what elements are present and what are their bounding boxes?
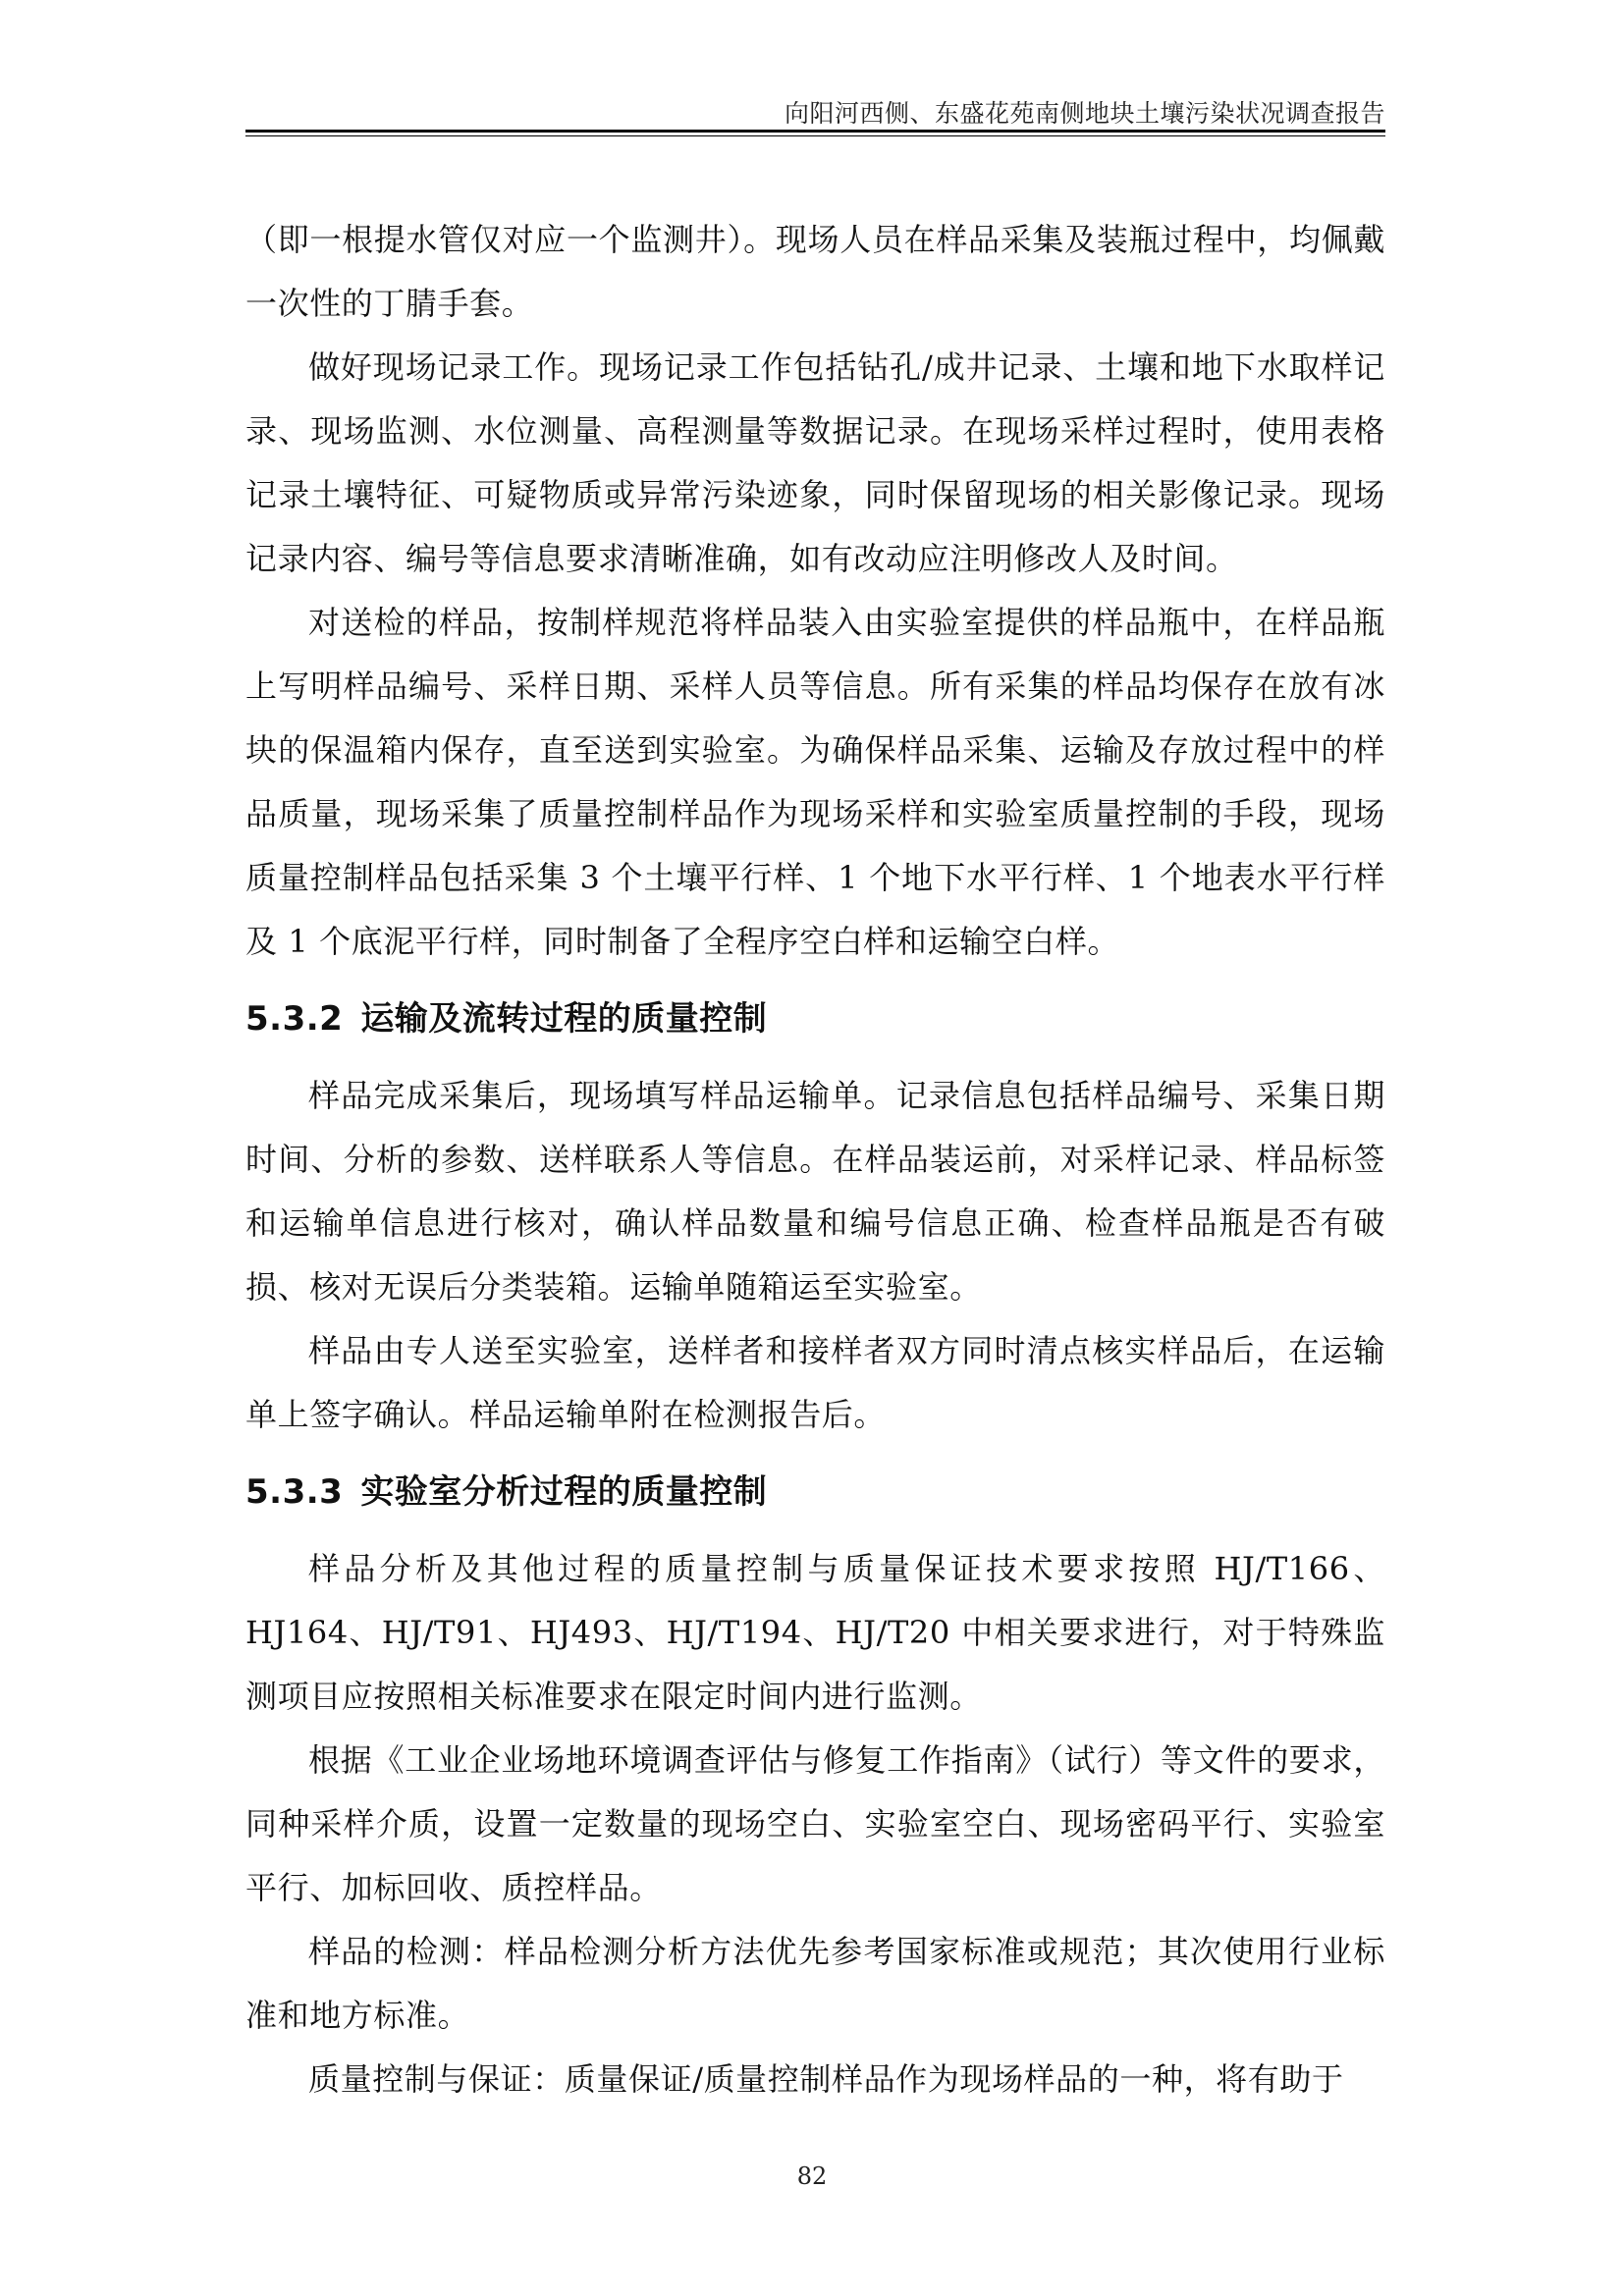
header-rule-thin (245, 135, 1385, 136)
paragraph-lab-standards: 样品分析及其他过程的质量控制与质量保证技术要求按照 HJ/T166、HJ164、HJ/T91、HJ493、HJ/T194、HJ/T20 中相关要求进行，对于特殊监测项目应按照相关标准要求在限定时间内进行监测。 (245, 1550, 1385, 1715)
section-heading-5-3-2 (245, 974, 1385, 1064)
paragraph-field-records: 做好现场记录工作。现场记录工作包括钻孔/成井记录、土壤和地下水取样记录、现场监测、水位测量、高程测量等数据记录。在现场采样过程时，使用表格记录土壤特征、可疑物质或异常污染迹象，同时保留现场的相关影像记录。现场记录内容、编号等信息要求清晰准确，如有改动应注明修改人及时间。 (245, 348, 1385, 577)
section-title: 运输及流转过程的质量控制 (360, 999, 768, 1039)
section-title: 实验室分析过程的质量控制 (360, 1472, 768, 1512)
header-rule (245, 130, 1385, 133)
section-number: 5.3.2 (245, 999, 344, 1039)
body-text (245, 208, 1385, 2111)
paragraph-sample-testing: 样品的检测：样品检测分析方法优先参考国家标准或规范；其次使用行业标准和地方标准。 (245, 1933, 1385, 2034)
paragraph-transport-form: 样品完成采集后，现场填写样品运输单。记录信息包括样品编号、采集日期时间、分析的参数、送样联系人等信息。在样品装运前，对采样记录、样品标签和运输单信息进行核对，确认样品数量和编号信息正确、检查样品瓶是否有破损、核对无误后分类装箱。运输单随箱运至实验室。 (245, 1077, 1385, 1306)
paragraph-continued: （即一根提水管仅对应一个监测井）。现场人员在样品采集及装瓶过程中，均佩戴一次性的丁腈手套。 (245, 221, 1385, 322)
section-heading-5-3-3 (245, 1447, 1385, 1537)
page-number: 82 (796, 2163, 828, 2190)
running-header: 向阳河西侧、东盛花苑南侧地块土壤污染状况调查报告 (784, 99, 1385, 128)
paragraph-delivery: 样品由专人送至实验室，送样者和接样者双方同时清点核实样品后，在运输单上签字确认。样品运输单附在检测报告后。 (245, 1332, 1385, 1433)
paragraph-qa-qc: 质量控制与保证：质量保证/质量控制样品作为现场样品的一种，将有助于 (308, 2060, 1344, 2098)
paragraph-guideline-requirements: 根据《工业企业场地环境调查评估与修复工作指南》（试行）等文件的要求，同种采样介质，设置一定数量的现场空白、实验室空白、现场密码平行、实验室平行、加标回收、质控样品。 (245, 1741, 1385, 1906)
paragraph-sample-submission: 对送检的样品，按制样规范将样品装入由实验室提供的样品瓶中，在样品瓶上写明样品编号、采样日期、采样人员等信息。所有采集的样品均保存在放有冰块的保温箱内保存，直至送到实验室。为确保样品采集、运输及存放过程中的样品质量，现场采集了质量控制样品作为现场采样和实验室质量控制的手段，现场质量控制样品包括采集 3 个土壤平行样、1 个地下水平行样、1 个地表水平行样及 1 个底泥平行样，同时制备了全程序空白样和运输空白样。 (245, 604, 1385, 960)
section-number: 5.3.3 (245, 1472, 344, 1512)
